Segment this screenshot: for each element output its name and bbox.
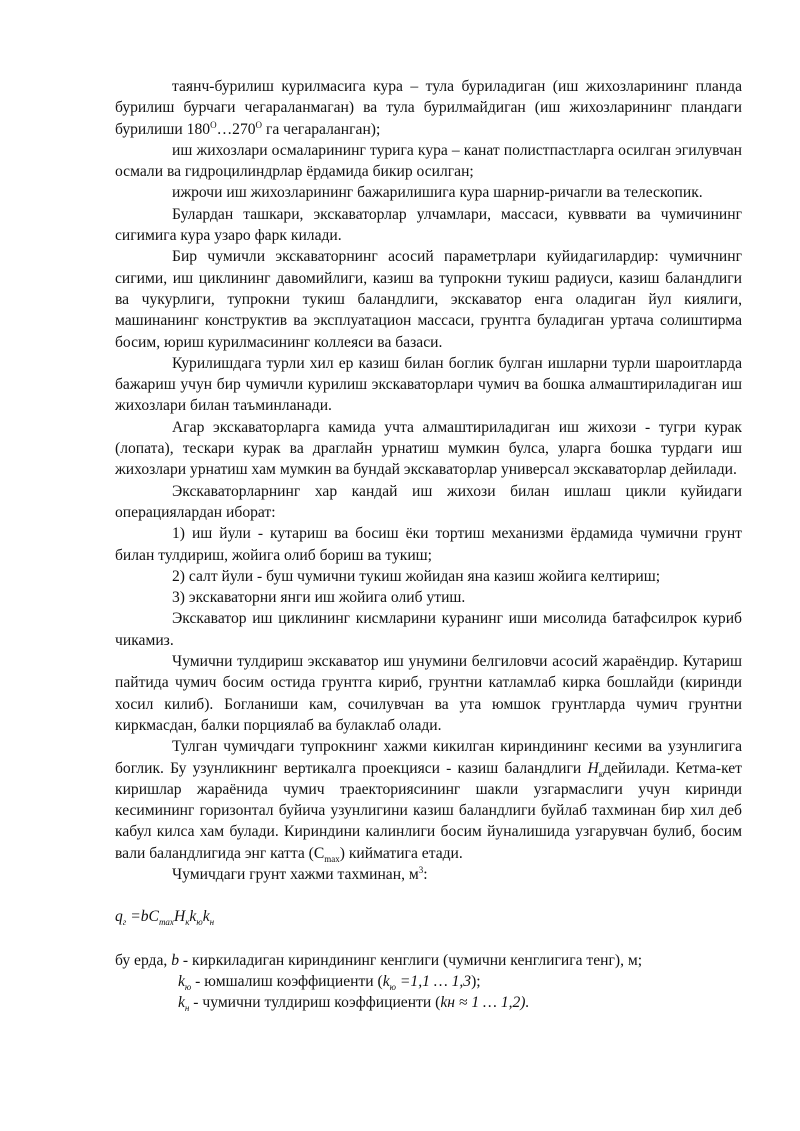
definition-k-loosening [115, 971, 742, 992]
formula-subscript: к [185, 917, 190, 928]
paragraph-parameters: Бир чумичли экскаваторнинг асосий параметрлари куйидагилардир: чумичнинг сигими, иш циклининг давомийлиги, казиш ва тупрокни тукиш радиуси, казиш баландлиги ва чукурлиги, тупрокни тукиш баландлиги, экскаватор енга оладиган йул киялиги, машинанинг конструктив ва эксплуатацион массаси, грунтга буладиган уртача солиштирма босим, юриш курилмасининг коллеяси ва базаси. [115, 248, 742, 351]
symbol-subscript: к [598, 768, 604, 779]
definition-k-filling [115, 992, 742, 1013]
symbol-subscript: н [184, 1003, 190, 1014]
formula-symbol: q [115, 908, 123, 926]
list-item-relocation: 3) экскаваторни янги иш жойига олиб утиш. [172, 589, 466, 607]
definition-b [115, 950, 742, 971]
unit-superscript: 3 [418, 864, 424, 875]
list-item-idle-stroke: 2) салт йули - буш чумични тукиш жойидан яна казиш жойига келтириш; [172, 567, 661, 585]
symbol-subscript: ю [184, 981, 192, 992]
coefficient-range: kн ≈ 1 … 1,2). [440, 994, 530, 1012]
paragraph-universal: Агар экскаваторларга камида учта алмаштириладиган иш жихози - тугри курак (лопата), тескари курак ва драглайн урнатиш мумкин булса, уларга бошка турдаги иш жихозлари урнатиш хам мумкин ва бундай экскаваторлар универсал экскаваторлар дейилади. [115, 418, 742, 479]
degree-superscript: O [210, 119, 217, 130]
formula-subscript: н [209, 917, 215, 928]
text-run: : [423, 865, 428, 883]
paragraph-suspension: иш жихозлари осмаларининг турига кура – канат полистпастларга осилган эгилувчан осмали ва гидроцилиндрлар ёрдамида бикир осилган; [115, 141, 742, 181]
symbol-h: H [587, 759, 599, 777]
paragraph-execution: ижрочи иш жихозларининг бажарилишига кура шарнир-ричагли ва телескопик. [172, 184, 703, 202]
formula [115, 906, 742, 927]
text-run: бу ерда, [115, 951, 172, 969]
symbol-subscript: max [324, 853, 340, 864]
symbol-subscript: ю [389, 981, 397, 992]
symbol-k: k [382, 972, 390, 990]
text-run: га чегараланган); [262, 120, 381, 138]
paragraph-cycle-intro: Экскаваторларнинг хар кандай иш жихози билан ишлаш цикли куйидаги операциялардан иборат: [115, 482, 742, 521]
formula-definitions [115, 950, 742, 1014]
degree-superscript: O [255, 119, 263, 130]
text-run: ); [471, 972, 481, 990]
text-run: - юмшалиш коэффициенти ( [191, 972, 383, 990]
text-run: …270 [216, 120, 256, 138]
text-run: - чумични тулдириш коэффициенти ( [189, 994, 441, 1012]
symbol-k: k [178, 994, 185, 1012]
symbol-b: b [171, 951, 179, 969]
coefficient-range: =1,1 … 1,3 [396, 972, 472, 990]
formula-subscript: ю [196, 917, 203, 928]
formula-symbol: k [202, 908, 210, 926]
formula-subscript: г [122, 917, 127, 928]
text-run: Чумичдаги грунт хажми тахминан, м [172, 865, 419, 883]
formula-symbol: k [189, 908, 197, 926]
text-run: дейилади. Кетма-кет киришлар жараёнида чумич траекториясининг шакли узгармаслиги учун киринди кесимининг горизонтал буйича узунлигини казиш баландлиги буйлаб тахминан бир хил деб кабул килса хам булади. Кириндини калинлиги босим йуналишида узгарувчан булиб, босим вали баландлигида энг катта (C [115, 759, 742, 862]
text-run: ) кийматига етади. [339, 844, 463, 862]
symbol-k: k [178, 972, 185, 990]
paragraph-bucket-filling: Чумични тулдириш экскаватор иш унумини белгиловчи асосий жараёндир. Кутариш пайтида чумич босим остида грунтга кириб, грунтни катламлаб кирка бошлайди (киринди хосил килиб). Богланиши кам, сочилувчан ва ута юмшок грунтларда чумич грунтни киркмасдан, балки порциялаб ва булаклаб олади. [115, 653, 742, 734]
document-page [115, 76, 742, 1013]
text-run: - киркиладиган кириндининг кенглиги (чумични кенглигига тенг), м; [179, 951, 643, 969]
text-run: таянч-бурилиш курилмасига кура – тула буриладиган (иш жихозларининг планда бурилиш бурчаги чегараланмаган) ва тула бурилмайдиган (иш жихозларининг пландаги бурилиши 180 [115, 78, 742, 138]
formula-symbol: H [173, 908, 186, 926]
text-run: Тулган чумичдаги тупрокнинг хажми кикилган кириндининг кесими ва узунлигига боглик. Бу узунликнинг вертикалга проекцияси - казиш баландлиги [115, 738, 742, 777]
formula-symbol: =bC [126, 908, 159, 926]
list-item-work-stroke: 1) иш йули - кутариш ва босиш ёки тортиш механизми ёрдамида чумични грунт билан тулдириш, жойига олиб бориш ва тукиш; [115, 525, 742, 564]
paragraph-differences: Булардан ташкари, экскаваторлар улчамлари, массаси, кувввати ва чумичининг сигимига кура узаро фарк килади. [115, 205, 742, 245]
paragraph-equipment: Курилишдага турли хил ер казиш билан боглик булган ишларни турли шароитларда бажариш учун бир чумичли курилиш экскаваторлари чумич ва бошка алмаштириладиган иш жихозлари билан таъминланади. [115, 354, 742, 415]
paragraph-rotation-classification [115, 76, 742, 140]
paragraph-chip-volume [115, 736, 742, 864]
paragraph-cycle-detail: Экскаватор иш циклининг кисмларини куранинг иши мисолида батафсилрок куриб чикамиз. [115, 610, 742, 649]
paragraph-soil-volume [115, 864, 742, 885]
formula-subscript: max [158, 917, 174, 928]
